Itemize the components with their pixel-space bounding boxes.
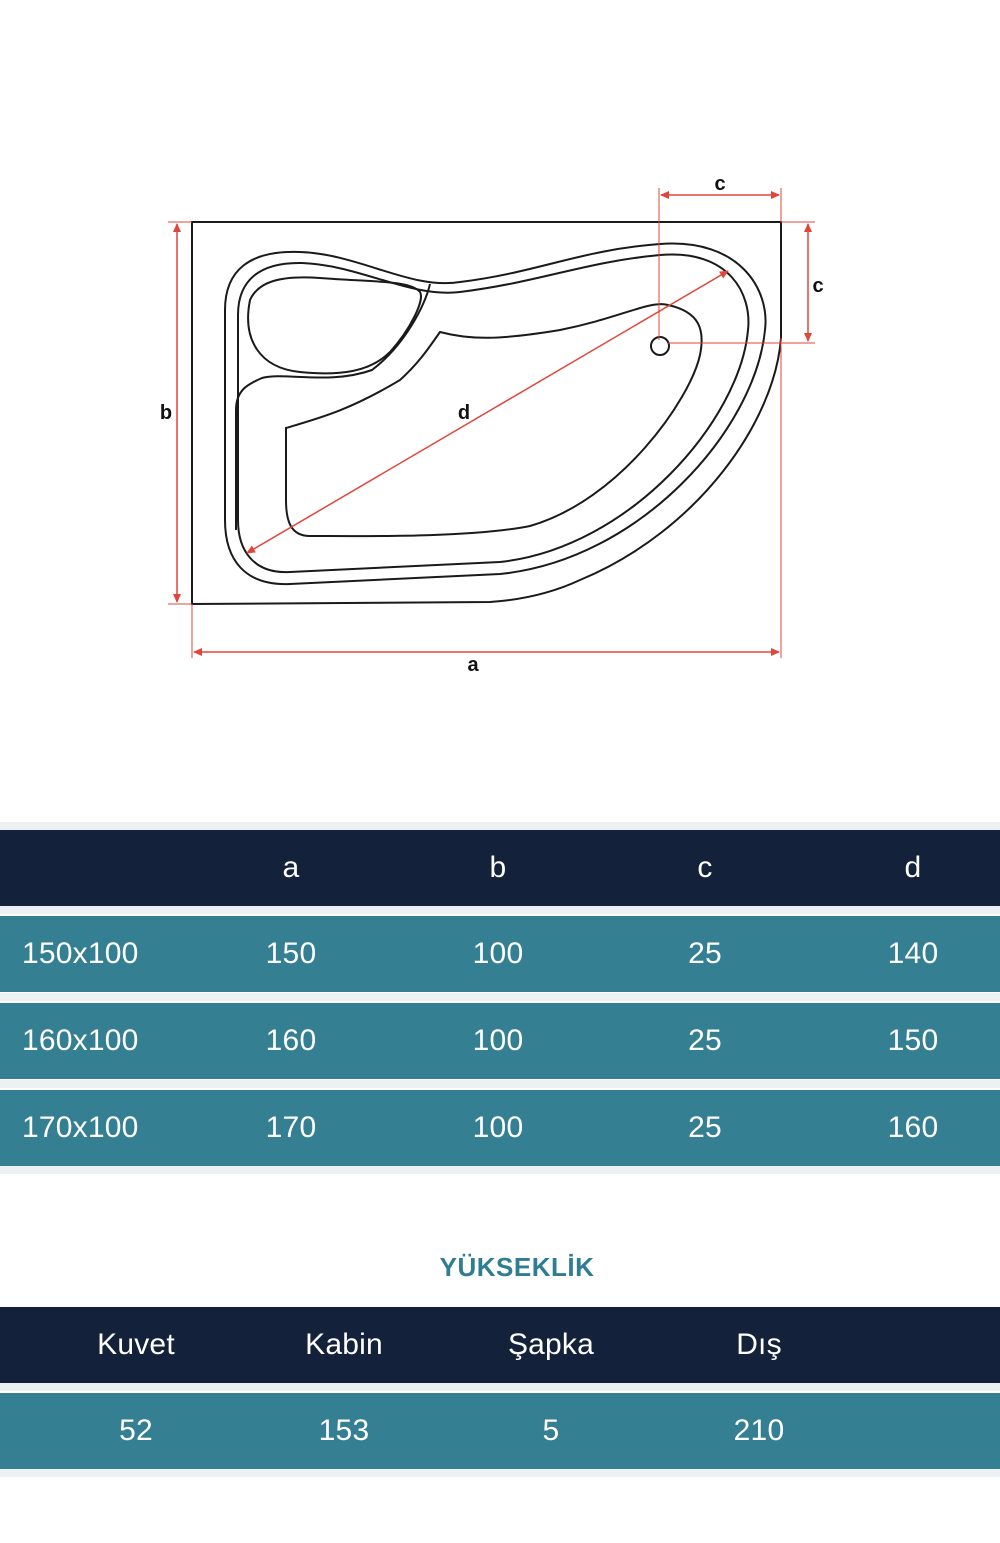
header-cell-dis: Dış bbox=[736, 1328, 782, 1361]
header-cell-sapka: Şapka bbox=[507, 1328, 595, 1361]
cell-d: 150 bbox=[887, 1024, 939, 1057]
cell-a: 150 bbox=[265, 937, 317, 970]
tub-rim-outer bbox=[225, 244, 766, 585]
tub-seat-divider bbox=[236, 284, 430, 530]
cell-b: 100 bbox=[472, 1024, 524, 1057]
table-row bbox=[0, 1003, 1000, 1079]
header-cell-kuvet: Kuvet bbox=[97, 1328, 175, 1361]
table-row bbox=[0, 1090, 1000, 1166]
cell-b: 100 bbox=[472, 937, 524, 970]
header-cell-b: b bbox=[489, 851, 507, 884]
header-cell-model bbox=[22, 830, 202, 906]
dim-d-line bbox=[247, 271, 728, 553]
height-table-header bbox=[0, 1307, 1000, 1383]
cell-kabin: 153 bbox=[318, 1414, 370, 1447]
cell-a: 160 bbox=[265, 1024, 317, 1057]
cell-kuvet: 52 bbox=[119, 1414, 153, 1447]
cell-c: 25 bbox=[688, 1111, 722, 1144]
cell-b: 100 bbox=[472, 1111, 524, 1144]
header-cell-kabin: Kabin bbox=[305, 1328, 383, 1361]
cell-sapka: 5 bbox=[542, 1414, 560, 1447]
cell-model: 170x100 bbox=[22, 1111, 139, 1144]
dim-c-top-label: c bbox=[714, 173, 726, 195]
drain-icon bbox=[651, 337, 669, 355]
table-row bbox=[0, 916, 1000, 992]
dim-b-label: b bbox=[159, 402, 173, 424]
header-cell-a: a bbox=[282, 851, 300, 884]
cell-d: 160 bbox=[887, 1111, 939, 1144]
dimensions-table-header bbox=[0, 830, 1000, 906]
height-section-title: YÜKSEKLİK bbox=[439, 1252, 595, 1282]
cell-c: 25 bbox=[688, 937, 722, 970]
tub-seat bbox=[248, 277, 421, 373]
dim-d-label: d bbox=[457, 402, 471, 424]
cell-d: 140 bbox=[887, 937, 939, 970]
cell-dis: 210 bbox=[733, 1414, 785, 1447]
cell-model: 150x100 bbox=[22, 937, 139, 970]
dim-a-label: a bbox=[467, 654, 479, 676]
table-row bbox=[0, 1393, 1000, 1469]
cell-c: 25 bbox=[688, 1024, 722, 1057]
cell-model: 160x100 bbox=[22, 1024, 139, 1057]
cell-a: 170 bbox=[265, 1111, 317, 1144]
bathtub-diagram bbox=[0, 0, 1000, 760]
header-cell-c: c bbox=[697, 851, 713, 884]
header-cell-d: d bbox=[904, 851, 922, 884]
dim-c-right-label: c bbox=[812, 275, 824, 297]
